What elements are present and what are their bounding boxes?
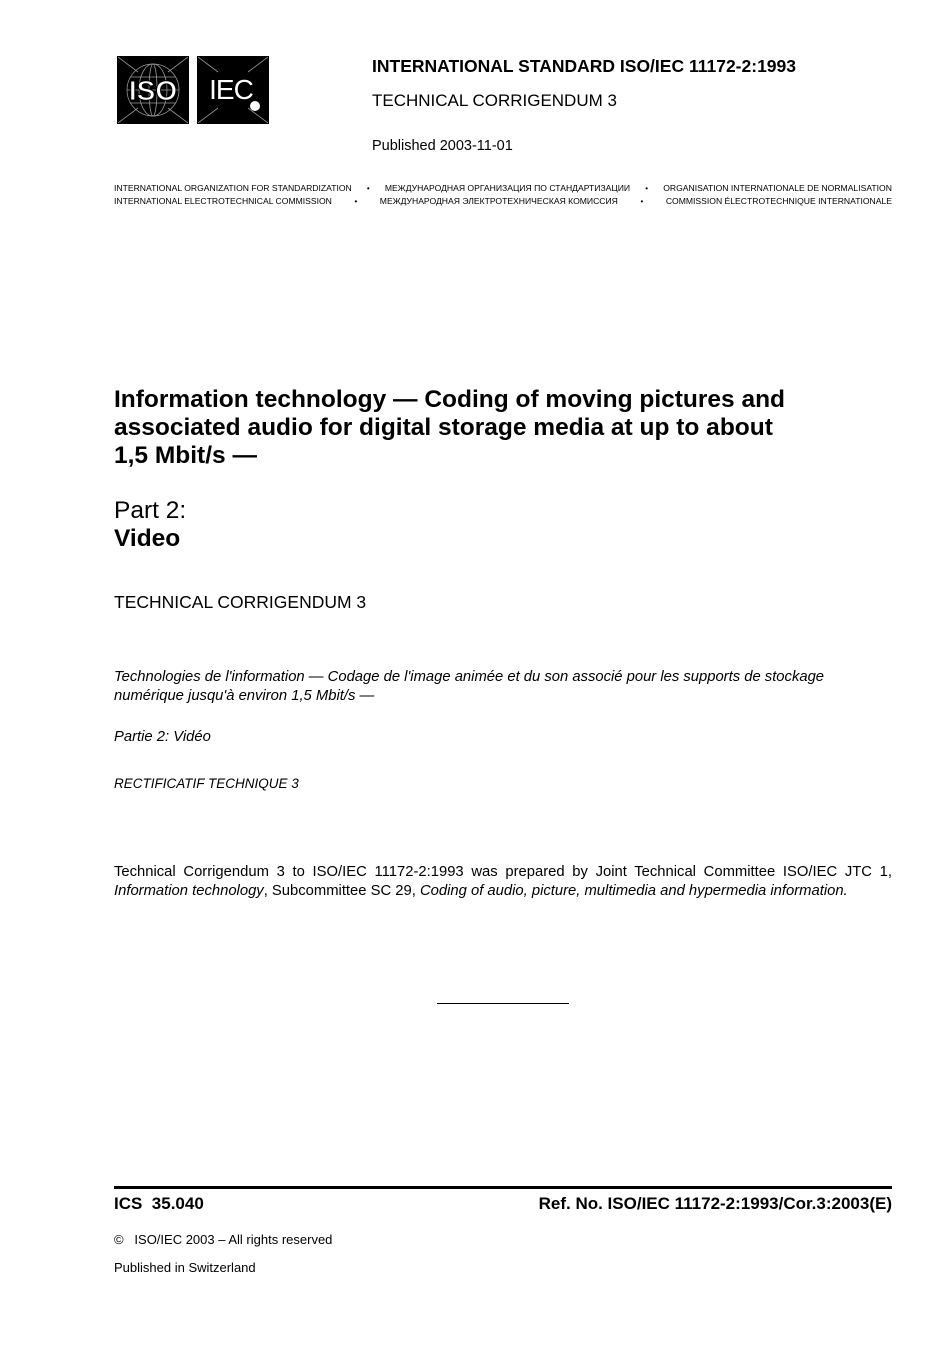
title-line: 1,5 Mbit/s — xyxy=(114,442,257,469)
paragraph-italic: Information technology xyxy=(114,882,264,899)
paragraph-italic: Coding of audio, picture, multimedia and hypermedia information. xyxy=(419,882,848,899)
french-title xyxy=(114,668,904,705)
copyright-notice: © ISO/IEC 2003 – All rights reserved xyxy=(114,1232,333,1247)
french-title-line: Technologies de l'information — Codage de l'image animée et du son associé pour les supports de stockage xyxy=(114,669,825,685)
organizations-row-2 xyxy=(114,196,892,206)
bullet-separator: • xyxy=(354,196,358,206)
iec-graphic xyxy=(198,57,268,123)
bullet-separator: • xyxy=(645,183,649,193)
footer-rule xyxy=(114,1186,892,1189)
org-name: COMMISSION ÉLECTROTECHNIQUE INTERNATIONALE xyxy=(665,196,892,206)
french-part: Partie 2: Vidéo xyxy=(114,729,211,745)
part-name: Video xyxy=(114,525,181,552)
standard-subtitle: TECHNICAL CORRIGENDUM 3 xyxy=(372,91,617,110)
french-corrigendum: RECTIFICATIF TECHNIQUE 3 xyxy=(114,776,299,791)
title-line: Information technology — Coding of moving pictures and xyxy=(114,386,786,413)
corrigendum-label: TECHNICAL CORRIGENDUM 3 xyxy=(114,592,367,612)
french-title-line: numérique jusqu'à environ 1,5 Mbit/s — xyxy=(114,687,375,704)
bullet-separator: • xyxy=(640,196,644,206)
org-name: МЕЖДУНАРОДНАЯ ЭЛЕКТРОТЕХНИЧЕСКАЯ КОМИССИЯ xyxy=(379,196,618,206)
foreword-paragraph xyxy=(114,863,892,900)
org-name: INTERNATIONAL ORGANIZATION FOR STANDARDIZATION xyxy=(114,183,352,193)
iec-logo xyxy=(197,56,269,124)
ics-code: ICS 35.040 xyxy=(114,1194,204,1213)
published-date: Published 2003-11-01 xyxy=(372,138,513,154)
standard-title: INTERNATIONAL STANDARD ISO/IEC 11172-2:1993 xyxy=(372,56,796,76)
iso-logo xyxy=(117,56,189,124)
org-name: INTERNATIONAL ELECTROTECHNICAL COMMISSION xyxy=(114,196,332,206)
iso-globe-graphic xyxy=(118,57,188,123)
paragraph-text: , Subcommittee SC 29, xyxy=(263,882,420,899)
reference-number: Ref. No. ISO/IEC 11172-2:1993/Cor.3:2003(E) xyxy=(538,1194,892,1213)
iec-logo-text: IEC xyxy=(209,74,253,105)
part-label: Part 2: xyxy=(114,497,187,524)
org-name: МЕЖДУНАРОДНАЯ ОРГАНИЗАЦИЯ ПО СТАНДАРТИЗАЦИИ xyxy=(384,183,631,193)
bullet-separator: • xyxy=(366,183,370,193)
iso-logo-text: ISO xyxy=(128,75,178,106)
paragraph-text: Technical Corrigendum 3 to ISO/IEC 11172-2:1993 was prepared by Joint Technical Committee ISO/IEC JTC 1, xyxy=(114,864,892,880)
document-title xyxy=(114,386,874,470)
org-name: ORGANISATION INTERNATIONALE DE NORMALISATION xyxy=(663,183,892,193)
published-in: Published in Switzerland xyxy=(114,1260,256,1275)
title-line: associated audio for digital storage media at up to about xyxy=(114,414,773,441)
end-rule xyxy=(437,1003,569,1004)
organizations-row-1 xyxy=(114,183,892,193)
